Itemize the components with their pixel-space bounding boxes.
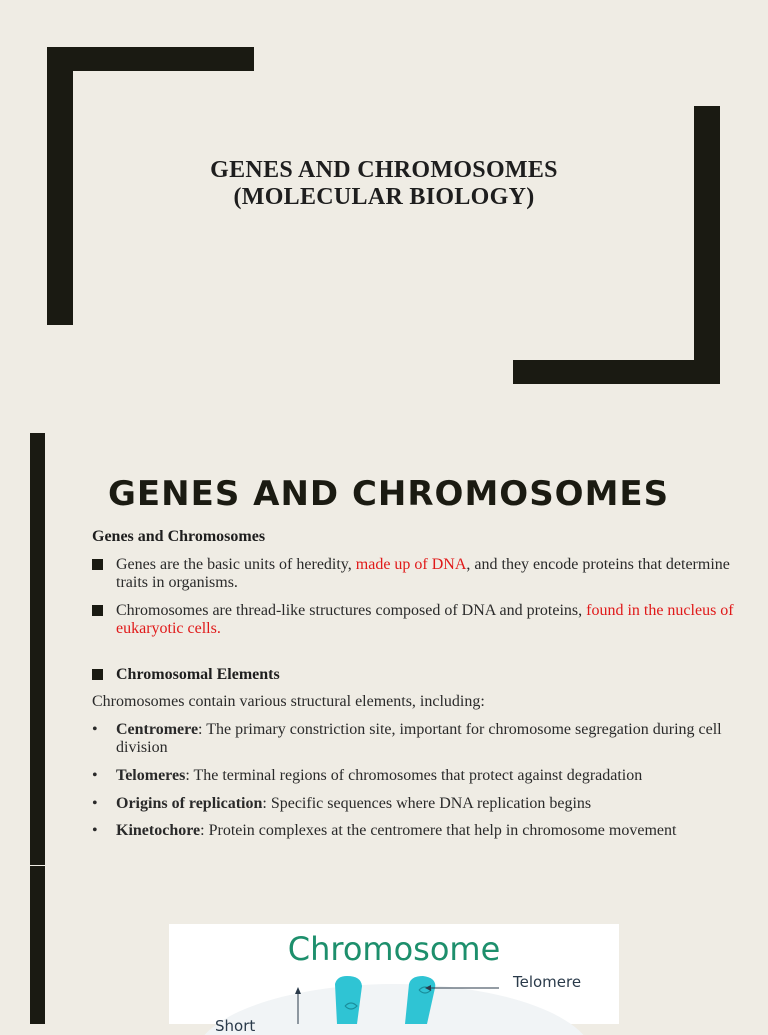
bullet-dot-icon: • bbox=[92, 795, 98, 812]
genes-chromosomes-subheading: Genes and Chromosomes bbox=[92, 528, 266, 545]
bracket-top-left-vertical bbox=[47, 47, 73, 325]
label-short-arm: Short bbox=[215, 1017, 256, 1035]
elements-intro: Chromosomes contain various structural elements, including: bbox=[92, 693, 485, 710]
list-item-text: Genes are the basic units of heredity, made up of DNA, and they encode proteins that determine traits in organisms. bbox=[116, 556, 730, 591]
list-item bbox=[92, 795, 742, 813]
square-bullet-icon bbox=[92, 559, 103, 570]
list-item bbox=[92, 556, 742, 592]
list-item-text: Origins of replication: Specific sequences where DNA replication begins bbox=[116, 795, 592, 812]
highlight-text: found in the nucleus of eukaryotic cells. bbox=[116, 602, 734, 637]
figure-title: Chromosome bbox=[287, 930, 501, 968]
list-item bbox=[92, 602, 742, 638]
list-item-text: Centromere: The primary constriction site, important for chromosome segregation during cell division bbox=[116, 721, 722, 756]
list-item bbox=[92, 767, 742, 785]
bullet-dot-icon: • bbox=[92, 721, 98, 738]
short-arm-arrow-head bbox=[295, 987, 301, 994]
list-item bbox=[92, 822, 742, 840]
slide1-title-line2: (MOLECULAR BIOLOGY) bbox=[233, 184, 535, 210]
slide1-title bbox=[150, 157, 618, 211]
label-telomere: Telomere bbox=[513, 973, 582, 991]
bracket-bottom-right-vertical bbox=[694, 106, 720, 384]
list-item-text: Kinetochore: Protein complexes at the centromere that help in chromosome movement bbox=[116, 822, 677, 839]
square-bullet-icon bbox=[92, 605, 103, 616]
bracket-bottom-right-horizontal bbox=[513, 360, 720, 384]
chromosome-figure bbox=[169, 924, 619, 1035]
bullet-dot-icon: • bbox=[92, 822, 98, 839]
list-item bbox=[92, 721, 742, 757]
section-heading bbox=[92, 666, 742, 685]
list-item-text: Chromosomes are thread-like structures composed of DNA and proteins, found in the nucleus of eukaryotic cells. bbox=[116, 602, 734, 637]
highlight-text: made up of DNA bbox=[355, 556, 467, 573]
square-bullet-icon bbox=[92, 669, 103, 680]
slide2-title: GENES AND CHROMOSOMES bbox=[108, 474, 670, 514]
slide2-bar-divider bbox=[30, 865, 45, 866]
slide1-title-line1: GENES AND CHROMOSOMES bbox=[210, 157, 558, 183]
bracket-top-left-horizontal bbox=[47, 47, 254, 71]
list-item-text: Telomeres: The terminal regions of chromosomes that protect against degradation bbox=[116, 767, 643, 784]
bullet-dot-icon: • bbox=[92, 767, 98, 784]
slide2-left-accent-bar bbox=[30, 433, 45, 1024]
chromosomal-elements-heading: Chromosomal Elements bbox=[116, 666, 280, 683]
